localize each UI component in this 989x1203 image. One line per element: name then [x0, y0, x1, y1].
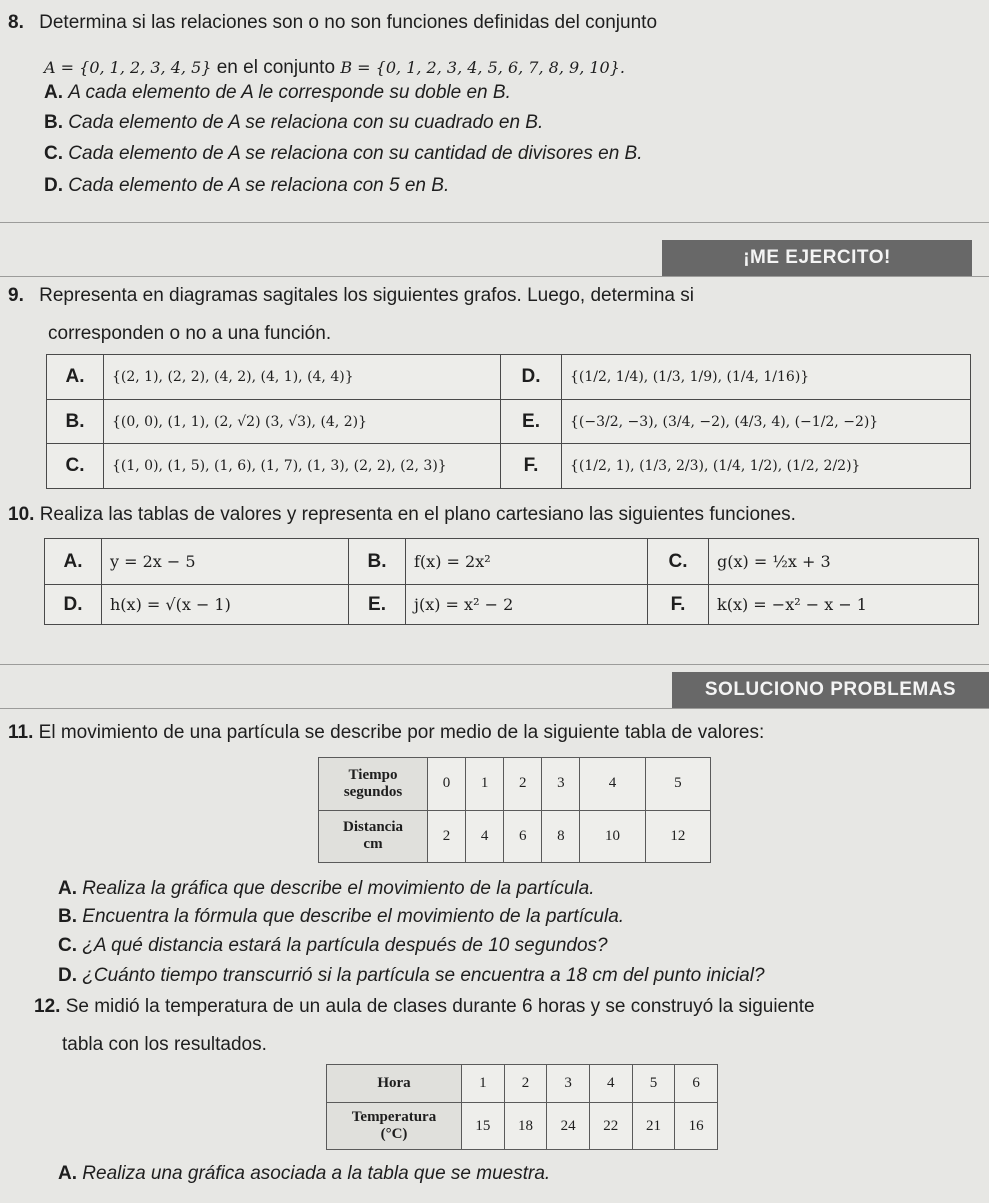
q9-stem: Representa en diagramas sagitales los siguientes grafos. Luego, determina si: [39, 285, 694, 306]
q10-number: 10.: [8, 504, 35, 525]
q8-line1: [8, 12, 657, 34]
q9-table: [46, 354, 971, 489]
q8-option-d: D. Cada elemento de A se relaciona con 5 en B.: [44, 175, 450, 196]
q10-line1: [8, 504, 796, 526]
q9-number: 9.: [8, 285, 24, 306]
q9-row: B. {(0, 0), (1, 1), (2, √2) (3, √3), (4, 2)} E. {(−3/2, −3), (3/4, −2), (4/3, 4), (−1/2, −2)}: [47, 400, 971, 444]
q12-stem: Se midió la temperatura de un aula de clases durante 6 horas y se construyó la siguiente: [65, 996, 815, 1017]
q10-table: [44, 538, 979, 625]
q11-data-table: [318, 757, 711, 863]
q8-in-conj: en el conjunto: [216, 57, 336, 78]
q11-row-time: Tiempo segundos 0 1 2 3 4 5: [319, 758, 711, 811]
q10-row: A. y = 2x − 5 B. f(x) = 2x² C. g(x) = ½x + 3: [45, 539, 979, 585]
q11-stem: El movimiento de una partícula se describe por medio de la siguiente tabla de valores:: [38, 722, 765, 743]
q12-number: 12.: [34, 996, 61, 1017]
q8-option-c: C. Cada elemento de A se relaciona con su cantidad de divisores en B.: [44, 143, 643, 164]
divider: [0, 276, 989, 277]
q10-row: D. h(x) = √(x − 1) E. j(x) = x² − 2 F. k(x) = −x² − x − 1: [45, 585, 979, 625]
banner-soluciono-problemas: SOLUCIONO PROBLEMAS: [672, 672, 989, 708]
q8-line2: [44, 57, 625, 79]
q12-row-hour: Hora 1 2 3 4 5 6: [327, 1065, 718, 1103]
q12-row-temperature: Temperatura (°C) 15 18 24 22 21 16: [327, 1103, 718, 1150]
divider: [0, 708, 989, 709]
q8-stem: Determina si las relaciones son o no son funciones definidas del conjunto: [39, 12, 658, 33]
divider: [0, 222, 989, 223]
divider: [0, 664, 989, 665]
q8-set-b: B = {0, 1, 2, 3, 4, 5, 6, 7, 8, 9, 10}.: [340, 58, 625, 77]
q11-option-a: A. Realiza la gráfica que describe el movimiento de la partícula.: [58, 878, 595, 899]
q8-option-b: B. Cada elemento de A se relaciona con su cuadrado en B.: [44, 112, 544, 133]
q11-option-b: B. Encuentra la fórmula que describe el movimiento de la partícula.: [58, 906, 625, 927]
q12-option-a: A. Realiza una gráfica asociada a la tabla que se muestra.: [58, 1163, 551, 1184]
q10-stem: Realiza las tablas de valores y representa en el plano cartesiano las siguientes funciones.: [39, 504, 796, 525]
q12-line1: [34, 996, 815, 1018]
q12-line2: tabla con los resultados.: [62, 1034, 267, 1055]
q11-line1: [8, 722, 764, 744]
q9-row: A. {(2, 1), (2, 2), (4, 2), (4, 1), (4, 4)} D. {(1/2, 1/4), (1/3, 1/9), (1/4, 1/16)}: [47, 355, 971, 400]
q8-number: 8.: [8, 12, 24, 33]
q11-option-c: C. ¿A qué distancia estará la partícula después de 10 segundos?: [58, 935, 608, 956]
q8-set-a: A = {0, 1, 2, 3, 4, 5}: [44, 58, 212, 77]
q9-line2: corresponden o no a una función.: [48, 323, 332, 344]
q11-option-d: D. ¿Cuánto tiempo transcurrió si la partícula se encuentra a 18 cm del punto inicial?: [58, 965, 765, 986]
banner-me-ejercito: ¡ME EJERCITO!: [662, 240, 972, 276]
q9-line1: [8, 285, 694, 307]
q12-data-table: [326, 1064, 718, 1150]
q8-option-a: A. A cada elemento de A le corresponde su doble en B.: [44, 82, 511, 103]
q11-row-distance: Distancia cm 2 4 6 8 10 12: [319, 810, 711, 863]
q9-row: C. {(1, 0), (1, 5), (1, 6), (1, 7), (1, 3), (2, 2), (2, 3)} F. {(1/2, 1), (1/3, 2/3), (1/4, 1/2), (1/2, 2/2)}: [47, 444, 971, 489]
q11-number: 11.: [8, 722, 34, 743]
